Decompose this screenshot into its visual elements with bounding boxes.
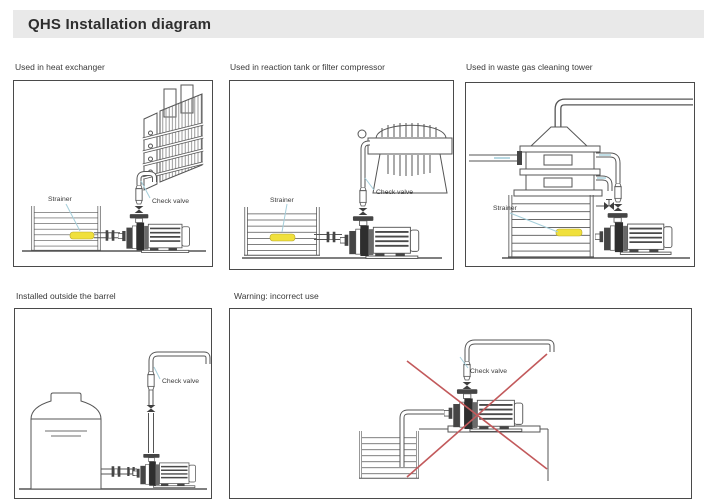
- check-valve-icon: [615, 183, 621, 202]
- suction-pipe: [101, 466, 137, 477]
- check-valve-icon: [360, 187, 366, 206]
- panel-outside-barrel: [14, 308, 212, 499]
- pump: [133, 454, 196, 488]
- caption-warning: Warning: incorrect use: [234, 291, 319, 301]
- panel-waste-gas-tower: [465, 82, 695, 267]
- diagram-outside-barrel: [15, 309, 211, 498]
- strainer: [556, 229, 582, 236]
- strainer-label: Strainer: [270, 197, 294, 204]
- filter-compressor: [368, 123, 452, 193]
- diagram-warning: [230, 309, 691, 498]
- caption-reaction-tank: Used in reaction tank or filter compressor: [230, 62, 385, 72]
- check-valve-leader-line: [154, 367, 160, 379]
- check-valve-label: Check valve: [152, 198, 190, 205]
- panel-reaction-tank: [229, 80, 454, 270]
- strainer: [70, 232, 94, 239]
- check-valve-label: Check valve: [376, 189, 414, 196]
- drain-valve: [596, 200, 614, 211]
- suction-tank: [31, 206, 101, 250]
- cleaning-tower: [514, 127, 602, 196]
- suction-tank: [359, 431, 419, 478]
- strainer-label: Strainer: [493, 205, 517, 212]
- discharge-pipe: [149, 354, 209, 453]
- check-valve-label: Check valve: [470, 368, 508, 375]
- barrel: [31, 393, 101, 489]
- caption-outside-barrel: Installed outside the barrel: [16, 291, 116, 301]
- check-valve-label: Check valve: [162, 378, 200, 385]
- pump: [595, 213, 672, 254]
- gauge-icon: [358, 130, 366, 138]
- suction-pipe: [314, 232, 342, 243]
- caption-waste-gas-tower: Used in waste gas cleaning tower: [466, 62, 593, 72]
- strainer: [270, 234, 295, 241]
- panel-warning-incorrect-use: [229, 308, 692, 499]
- check-valve-icon: [136, 185, 142, 204]
- page-title: QHS Installation diagram: [28, 15, 212, 33]
- check-valve-icon: [148, 371, 154, 390]
- left-inlet-pipe: [469, 151, 522, 165]
- panel-heat-exchanger: [13, 80, 213, 267]
- shutoff-valve-icon: [614, 204, 623, 211]
- chimney-pipe: [558, 102, 693, 129]
- suction-pipe: [402, 412, 444, 467]
- diagram-waste-gas-tower: [466, 83, 694, 266]
- strainer-label: Strainer: [48, 196, 72, 203]
- shutoff-valve-icon: [147, 405, 156, 412]
- shutoff-valve-icon: [135, 206, 144, 213]
- shutoff-valve-icon: [359, 208, 368, 215]
- check-valve-leader-line: [365, 178, 374, 190]
- title-bar: [13, 10, 704, 38]
- diagram-reaction-tank: [230, 81, 453, 269]
- pump: [118, 214, 190, 252]
- discharge-pipe: [467, 342, 552, 361]
- suction-tank: [508, 195, 594, 257]
- shutoff-valve-icon: [463, 382, 472, 389]
- strainer-leader-line: [510, 213, 558, 232]
- strainer-leader-line: [66, 204, 80, 231]
- pump: [340, 216, 419, 258]
- caption-heat-exchanger: Used in heat exchanger: [15, 62, 105, 72]
- diagram-heat-exchanger: [14, 81, 212, 266]
- strainer-leader-line: [282, 204, 287, 232]
